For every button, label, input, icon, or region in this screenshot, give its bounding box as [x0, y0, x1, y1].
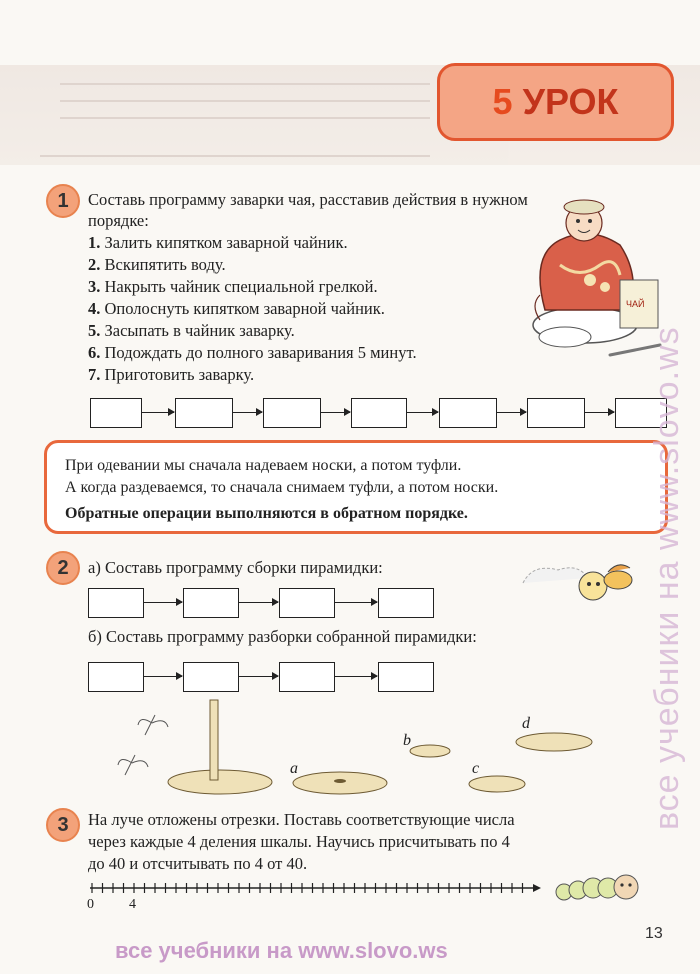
- number-ray: [85, 878, 545, 898]
- answer-box[interactable]: [88, 588, 144, 618]
- task1-step: 2. Вскипятить воду.: [88, 255, 226, 274]
- watermark-bottom: все учебники на www.slovo.ws: [115, 938, 448, 963]
- task1-step: 6. Подождать до полного заваривания 5 минут.: [88, 343, 417, 362]
- lesson-number: 5: [492, 81, 513, 122]
- lesson-badge: [437, 63, 674, 141]
- sequence-arrow: [406, 412, 438, 413]
- answer-box[interactable]: [279, 588, 335, 618]
- lesson-word: УРОК: [522, 81, 619, 122]
- bee-illustration: [518, 558, 638, 608]
- pyramid-pieces-illustration: [110, 695, 610, 805]
- answer-box[interactable]: [279, 662, 335, 692]
- sequence-arrow: [143, 602, 182, 603]
- rule-line1: При одевании мы сначала надеваем носки, а потом туфли.: [65, 457, 462, 474]
- disk-label-a: a: [290, 760, 298, 777]
- disk-label-c: c: [472, 760, 480, 777]
- disk-label-d: d: [522, 715, 530, 732]
- task2-number-badge: [46, 551, 80, 585]
- ruler-label-4: 4: [129, 897, 136, 912]
- sequence-arrow: [141, 412, 174, 413]
- task2-part-a: а) Составь программу сборки пирамидки:: [88, 558, 383, 577]
- task3-line2: через каждые 4 деления шкалы. Научись присчитывать по 4: [88, 832, 510, 851]
- sequence-arrow: [232, 412, 262, 413]
- rule-box: [44, 440, 668, 534]
- rule-line2: А когда раздеваемся, то сначала снимаем туфли, а потом носки.: [65, 479, 499, 496]
- answer-box[interactable]: [183, 588, 239, 618]
- tea-box-label: ЧАЙ: [626, 299, 645, 309]
- task3-line3: до 40 и отсчитывать по 4 от 40.: [88, 854, 308, 873]
- task1-step: 1. Залить кипятком заварной чайник.: [88, 233, 348, 252]
- task1-instruction-line2: порядке:: [88, 211, 149, 230]
- answer-box[interactable]: [183, 662, 239, 692]
- task1-step: 4. Ополоснуть кипятком заварной чайник.: [88, 299, 385, 318]
- task1-number-badge: [46, 184, 80, 218]
- task3-line1: На луче отложены отрезки. Поставь соответствующие числа: [88, 810, 515, 829]
- sequence-arrow: [584, 412, 614, 413]
- answer-box[interactable]: [378, 588, 434, 618]
- task1-step: 7. Приготовить заварку.: [88, 365, 255, 384]
- answer-box[interactable]: [263, 398, 321, 428]
- task1-instruction-line1: Составь программу заварки чая, расставив действия в нужном: [88, 190, 528, 209]
- task3-number: 3: [57, 813, 69, 836]
- page-number: 13: [645, 925, 663, 942]
- sequence-arrow: [143, 676, 182, 677]
- answer-box[interactable]: [175, 398, 233, 428]
- answer-box[interactable]: [90, 398, 142, 428]
- caterpillar-illustration: [552, 868, 642, 908]
- answer-box[interactable]: [351, 398, 407, 428]
- sequence-arrow: [238, 676, 278, 677]
- answer-box[interactable]: [88, 662, 144, 692]
- sequence-arrow: [334, 602, 377, 603]
- sequence-arrow: [320, 412, 350, 413]
- answer-box[interactable]: [378, 662, 434, 692]
- sequence-arrow: [238, 602, 278, 603]
- task1-step: 3. Накрыть чайник специальной грелкой.: [88, 277, 378, 296]
- sequence-arrow: [496, 412, 526, 413]
- answer-box[interactable]: [527, 398, 585, 428]
- task2-number: 2: [57, 556, 69, 579]
- task1-number: 1: [57, 189, 69, 212]
- task3-number-badge: [46, 808, 80, 842]
- answer-box[interactable]: [439, 398, 497, 428]
- task2-part-b: б) Составь программу разборки собранной пирамидки:: [88, 627, 477, 646]
- task1-step: 5. Засыпать в чайник заварку.: [88, 321, 295, 340]
- rule-line3: Обратные операции выполняются в обратном порядке.: [65, 505, 468, 522]
- ruler-label-0: 0: [87, 897, 94, 912]
- disk-label-b: b: [403, 732, 411, 749]
- watermark-side: все учебники на www.slovo.ws: [648, 326, 686, 830]
- sequence-arrow: [334, 676, 377, 677]
